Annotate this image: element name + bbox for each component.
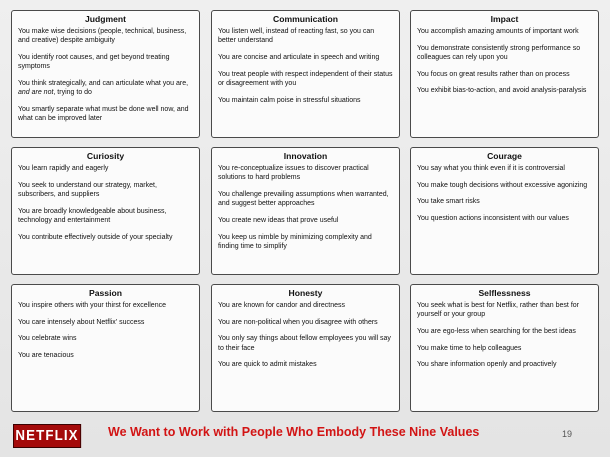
card-title: Curiosity [86, 151, 125, 161]
value-card-communication [211, 10, 400, 138]
value-card-curiosity [11, 147, 200, 275]
card-item: You focus on great results rather than on process [417, 70, 570, 78]
slide-tagline: We Want to Work with People Who Embody These Nine Values [108, 425, 480, 439]
card-item: You inspire others with your thirst for excellence [18, 302, 166, 309]
card-item: You make time to help colleagues [417, 344, 522, 352]
card-title: Passion [89, 288, 122, 298]
card-item: You keep us nimble by minimizing complexity and finding time to simplify [218, 233, 372, 250]
card-item: You think strategically, and can articulate what you are, and are not, trying to do [18, 79, 189, 97]
card-item: You only say things about fellow employees you will say to their face [218, 335, 391, 352]
value-card-honesty [211, 284, 400, 412]
card-item: You accomplish amazing amounts of important work [417, 28, 579, 35]
card-item: You are ego-less when searching for the best ideas [417, 327, 576, 335]
card-item: You create new ideas that prove useful [218, 216, 339, 224]
netflix-logo: NETFLIX [13, 424, 81, 448]
card-item: You listen well, instead of reacting fast, so you can better understand [218, 28, 375, 45]
page-number: 19 [562, 429, 573, 439]
card-item: You celebrate wins [18, 335, 77, 343]
card-title: Innovation [283, 151, 328, 161]
card-item: You make tough decisions without excessive agonizing [417, 181, 588, 189]
card-item: You are concise and articulate in speech and writing [218, 53, 380, 61]
card-item: You share information openly and proactively [417, 361, 557, 369]
value-card-passion [11, 284, 200, 412]
card-title: Honesty [288, 288, 323, 298]
value-card-selflessness [410, 284, 599, 412]
card-item: You are known for candor and directness [218, 302, 345, 309]
card-item: You learn rapidly and eagerly [18, 165, 109, 172]
card-title: Judgment [84, 14, 127, 24]
card-item: You are quick to admit mistakes [218, 361, 317, 369]
value-card-judgment [11, 10, 200, 138]
card-title: Courage [487, 151, 522, 161]
value-card-impact [410, 10, 599, 138]
value-card-courage [410, 147, 599, 275]
card-item: You seek to understand our strategy, market, subscribers, and suppliers [18, 181, 157, 198]
values-grid [11, 10, 597, 414]
card-item: You demonstrate consistently strong performance so colleagues can rely upon you [417, 44, 581, 61]
card-title: Impact [490, 14, 519, 24]
card-item: You are tenacious [18, 352, 74, 360]
value-card-innovation [211, 147, 400, 275]
card-item: You are broadly knowledgeable about business, technology and entertainment [18, 207, 167, 224]
card-item: You make wise decisions (people, technical, business, and creative) despite ambiguity [18, 28, 187, 45]
card-item: You take smart risks [417, 198, 480, 206]
card-item: You re-conceptualize issues to discover practical solutions to hard problems [218, 165, 369, 182]
card-item: You maintain calm poise in stressful situations [218, 96, 361, 104]
card-title: Communication [273, 14, 338, 24]
slide-footer [0, 414, 610, 457]
card-item: You challenge prevailing assumptions when warranted, and suggest better approaches [218, 190, 389, 208]
card-item: You seek what is best for Netflix, rather than best for yourself or your group [417, 302, 579, 319]
card-item: You question actions inconsistent with our values [417, 215, 569, 223]
card-item: You contribute effectively outside of your specialty [18, 233, 173, 241]
card-item: You are non-political when you disagree with others [218, 318, 378, 326]
card-item: You treat people with respect independent of their status or disagreement with you [218, 70, 393, 87]
card-item: You smartly separate what must be done well now, and what can be improved later [18, 105, 189, 122]
card-item: You identify root causes, and get beyond treating symptoms [18, 53, 170, 71]
card-item: You care intensely about Netflix' success [18, 318, 145, 326]
card-item: You say what you think even if it is controversial [417, 165, 565, 172]
card-title: Selflessness [478, 288, 531, 298]
card-item: You exhibit bias-to-action, and avoid analysis-paralysis [417, 87, 587, 95]
